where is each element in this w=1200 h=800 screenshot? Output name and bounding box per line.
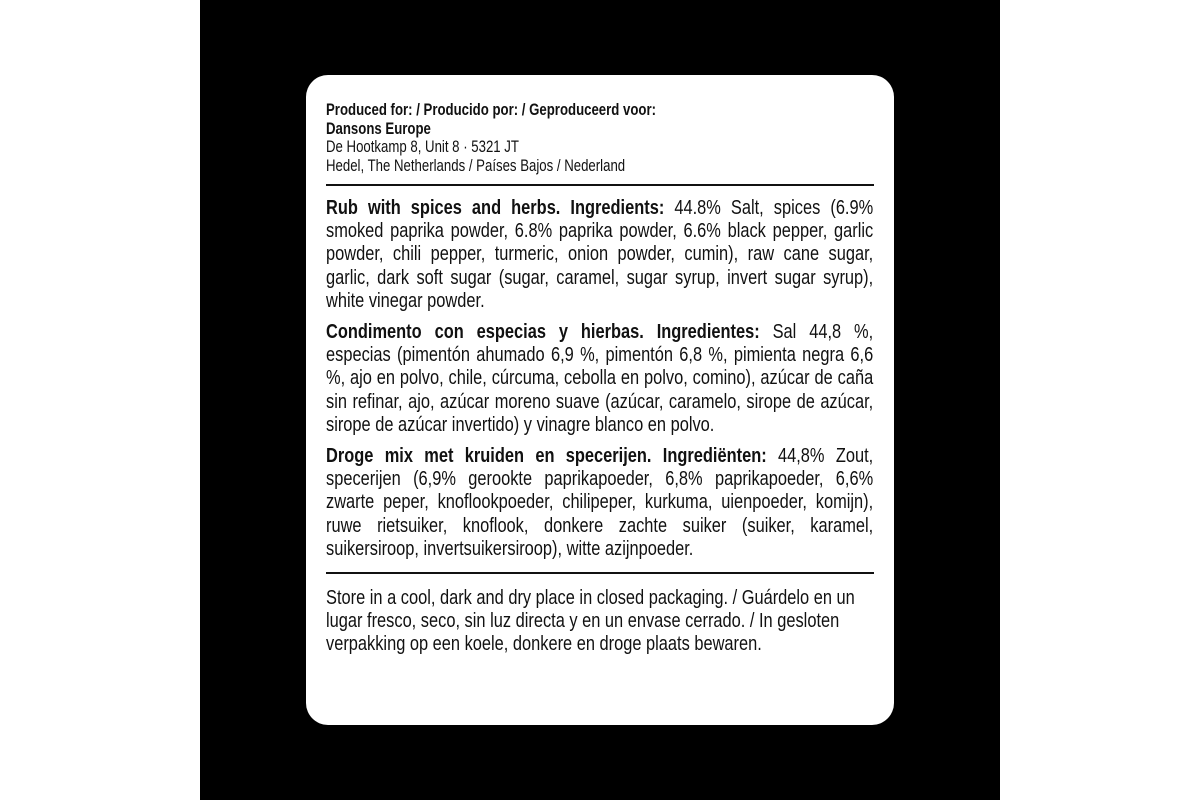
label-content	[326, 101, 873, 656]
ingredients-dutch-text: 44,8% Zout, specerijen (6,9% gerookte paprikapoeder, 6,8% paprikapoeder, 6,6% zwarte peper, knoflookpoeder, chilipeper, kurkuma, uienpoeder, komijn), ruwe rietsuiker, knoflook, donkere zachte suiker (suiker, karamel, suikersiroop, invertsuikersiroop), witte azijnpoeder.	[326, 444, 874, 560]
ingredients-english-lead: Rub with spices and herbs. Ingredients:	[326, 196, 665, 219]
ingredients-spanish-lead: Condimento con especias y hierbas. Ingredientes:	[326, 320, 760, 344]
ingredients-spanish	[326, 320, 873, 436]
ingredients-block	[326, 186, 873, 560]
storage-instructions: Store in a cool, dark and dry place in closed packaging. / Guárdelo en un lugar fresco, seco, sin luz directa y en un envase cerrado. / In gesloten verpakking op een koele, donkere en droge plaats bewaren.	[326, 586, 855, 656]
ingredients-dutch	[326, 444, 873, 560]
product-label	[306, 75, 894, 725]
producer-address-line1: De Hootkamp 8, Unit 8 · 5321 JT	[326, 138, 519, 156]
producer-address-line2: Hedel, The Netherlands / Países Bajos / Nederland	[326, 156, 626, 175]
ingredients-english-text: 44.8% Salt, spices (6.9% smoked paprika powder, 6.8% paprika powder, 6.6% black pepper, garlic powder, chili pepper, turmeric, onion powder, cumin), raw cane sugar, garlic, dark soft sugar (sugar, caramel, sugar syrup, invert sugar syrup), white vinegar powder.	[326, 196, 874, 312]
ingredients-english	[326, 196, 873, 312]
producer-block	[326, 101, 873, 175]
ingredients-spanish-text: Sal 44,8 %, especias (pimentón ahumado 6,9 %, pimentón 6,8 %, pimienta negra 6,6 %, ajo en polvo, chile, cúrcuma, cebolla en polvo, comino), azúcar de caña sin refinar, ajo, azúcar moreno suave (azúcar, caramelo, sirope de azúcar, sirope de azúcar invertido) y vinagre blanco en polvo.	[326, 320, 874, 436]
producer-company: Dansons Europe	[326, 119, 431, 138]
ingredients-dutch-lead: Droge mix met kruiden en specerijen. Ingrediënten:	[326, 444, 767, 468]
producer-heading: Produced for: / Producido por: / Geproduceerd voor:	[326, 101, 657, 119]
